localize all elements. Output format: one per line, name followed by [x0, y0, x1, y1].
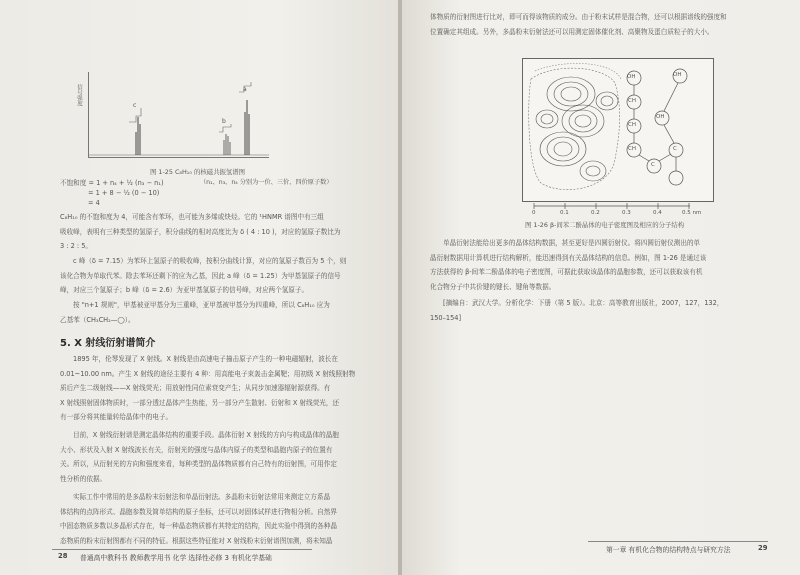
atom-label: CH	[628, 98, 636, 104]
scale-tick: 0.4	[653, 210, 662, 216]
figure-caption-1-25: 图 1-25 C₈H₁₀ 的核磁共振氢谱图	[150, 168, 246, 176]
paragraph-n-plus-1-rule	[60, 298, 380, 327]
formula-line: = 1 + 8 − ½ (0 − 10)	[88, 189, 160, 197]
text-line: X 射线照射固体物质时，一部分透过晶体产生热能，另一部分产生散射、衍射和 X 射线荧光，还	[60, 398, 340, 407]
scale-tick: 0	[532, 210, 536, 216]
text-line: 体物质的衍射图进行比对，即可而得该物质的成分。由于粉末试样是混合物，还可以根据谱线的强度和	[430, 13, 727, 21]
text-line: 实际工作中常用的是多晶粉末衍射法和单晶衍射法。多晶粉末衍射法常用来测定立方系晶	[73, 493, 331, 501]
footer-rule	[588, 541, 768, 542]
text-line: 单晶衍射法能给出更多的晶体结构数据，甚至更好是四圆衍射仪。将四圆衍射仪测出的单	[443, 239, 701, 247]
atom-label: OH	[627, 74, 636, 80]
atom-label: CH	[628, 122, 636, 128]
unsaturation-formula	[60, 178, 164, 208]
formula-line: = 4	[88, 199, 100, 207]
length-scale	[530, 203, 710, 217]
text-line: 中固态物质多数以多晶形式存在，每一种晶态物质都有其特定的结构，因此实验中得到的各种晶	[60, 522, 337, 531]
text-line: 目前，X 射线衍射谱是测定晶体结构的重要手段。晶体衍射 X 射线的方向与构成晶体的晶胞	[73, 431, 339, 439]
paragraph-unsaturation	[60, 210, 380, 254]
text-line: 150–154]	[430, 313, 462, 322]
paragraph-single-crystal	[430, 236, 780, 294]
paragraph-powder-continued	[430, 10, 780, 40]
text-line: 吸收峰，表明有三种类型的氢原子，积分曲线的相对高度比为 δ ( 4 : 10 )，对应的氢原子数比为	[60, 227, 341, 236]
atom-label: C	[673, 146, 677, 152]
text-line: 晶衍射数据用计算机进行结构解析，能迅速得到有关晶体结构的信息。例如，图 1-26 是通过该	[430, 253, 707, 262]
running-footer-right: 第一章 有机化合物的结构特点与研究方法	[606, 546, 731, 554]
text-line: C₈H₁₀ 的不饱和度为 4，可能含有苯环，也可能为多烯或炔烃。它的 ¹HNMR 谱图中有三组	[60, 213, 324, 221]
text-line: 该化合物为单取代苯。除去苯环还剩下的应为乙基，因此 a 峰（δ = 1.25）为甲基氢原子的信号	[60, 271, 341, 280]
footer-rule	[52, 549, 312, 550]
text-line: 态物质的粉末衍射图都有不同的特征。根据这些特征能对 X 射线粉末衍射谱图加测，将未知晶	[60, 536, 333, 545]
text-line: 关。所以，从衍射光的方向和强度来看，每种类型的晶体物质都有自己特有的衍射图，可用作定	[60, 460, 337, 469]
nmr-ylabel: 信号强度	[76, 84, 82, 106]
peak-label-b: b	[222, 118, 226, 125]
scale-bar	[530, 203, 710, 209]
formula-line: 不饱和度 = 1 + n₄ + ½ (n₃ − n₁)	[60, 179, 164, 187]
page-number-right: 29	[758, 544, 768, 552]
page-number-left: 28	[58, 552, 68, 560]
scale-tick: 0.1	[560, 210, 569, 216]
running-footer-left: 普通高中教科书 教师教学用书 化学 选择性必修 3 有机化学基础	[80, 554, 272, 562]
text-line: 质后产生二级射线——X 射线荧光；用放射性同位素衰变产生；从同步加速器辐射源获得。有	[60, 384, 331, 393]
section-heading: 5. X 射线衍射谱简介	[60, 338, 156, 349]
paragraph-powder-method	[60, 490, 380, 548]
text-line: 按 "n+1 规则"，甲基被亚甲基分为三重峰，亚甲基被甲基分为四重峰，所以 C₈H₁₀ 应为	[73, 301, 330, 309]
atom-label: CH	[628, 146, 636, 152]
atom-label: C	[651, 162, 655, 168]
text-line: 化合物分子中共价键的键长、键角等数据。	[430, 282, 556, 291]
atom-label: OH	[656, 114, 665, 120]
text-line: 性分析的依据。	[60, 474, 107, 483]
text-line: 3 : 2 : 5。	[60, 242, 93, 251]
scale-tick: 0.5 nm	[682, 210, 702, 216]
atom-label: OH	[673, 72, 682, 78]
scale-tick: 0.3	[622, 210, 631, 216]
text-line: 有一部分将其能量转给晶体中的电子。	[60, 413, 173, 422]
text-line: 体结构的点阵形式、晶胞参数及简单结构的原子坐标，还可以对固体试样进行物相分析。自然界	[60, 507, 337, 516]
text-line: c 峰（δ = 7.15）为苯环上氢原子的吸收峰，按积分曲线计算，对应的氢原子数百为 5 个，则	[73, 257, 347, 265]
nmr-spectrum	[76, 72, 269, 158]
text-line: 方法获得的 β-间苯二酚晶体的电子密度图，可据此获取该晶体的晶胞参数，还可以获取该有机	[430, 268, 703, 277]
figure-caption-1-26: 图 1-26 β-间苯二酚晶体的电子密度图及相应的分子结构	[525, 221, 685, 229]
paragraph-xray-history	[60, 352, 380, 425]
paragraph-peak-assignment	[60, 254, 380, 298]
formula-note: （n₁、n₃、n₄ 分别为一价、三价、四价原子数）	[200, 179, 333, 186]
peak-label-c: c	[133, 102, 137, 109]
text-line: [摘编自：武汉大学。分析化学：下册（第 5 版）。北京：高等教育出版社，2007，127，132，	[443, 299, 724, 307]
peak-label-a: a	[243, 86, 247, 93]
molecular-structure	[618, 58, 712, 200]
text-line: 乙基苯（CH₃CH₂—◯）。	[60, 315, 135, 324]
nmr-plot	[89, 72, 269, 157]
left-page	[0, 0, 398, 575]
paragraph-xray-diffraction	[60, 428, 380, 486]
text-line: 1895 年，伦琴发现了 X 射线。X 射线是由高速电子撞击原子产生的一种电磁辐射，波长在	[73, 355, 338, 363]
text-line: 0.01~10.00 nm。产生 X 射线的途径主要有 4 种：用高能电子束轰击金属靶；用初级 X 射线照射物	[60, 369, 356, 378]
text-line: 位置确定其组成。另外，多晶粉末衍射法还可以用测定固体催化剂、高聚物及蛋白质粒子的大小。	[430, 28, 714, 36]
paragraph-citation	[430, 296, 780, 325]
text-line: 峰，对应三个氢原子；b 峰（δ = 2.6）为亚甲基氢原子的信号峰，对应两个氢原子。	[60, 286, 309, 295]
text-line: 大小、形状及入射 X 射线波长有关，衍射光的强度与晶体内原子的类型和晶胞内原子的位置有	[60, 445, 333, 454]
scale-tick: 0.2	[591, 210, 600, 216]
